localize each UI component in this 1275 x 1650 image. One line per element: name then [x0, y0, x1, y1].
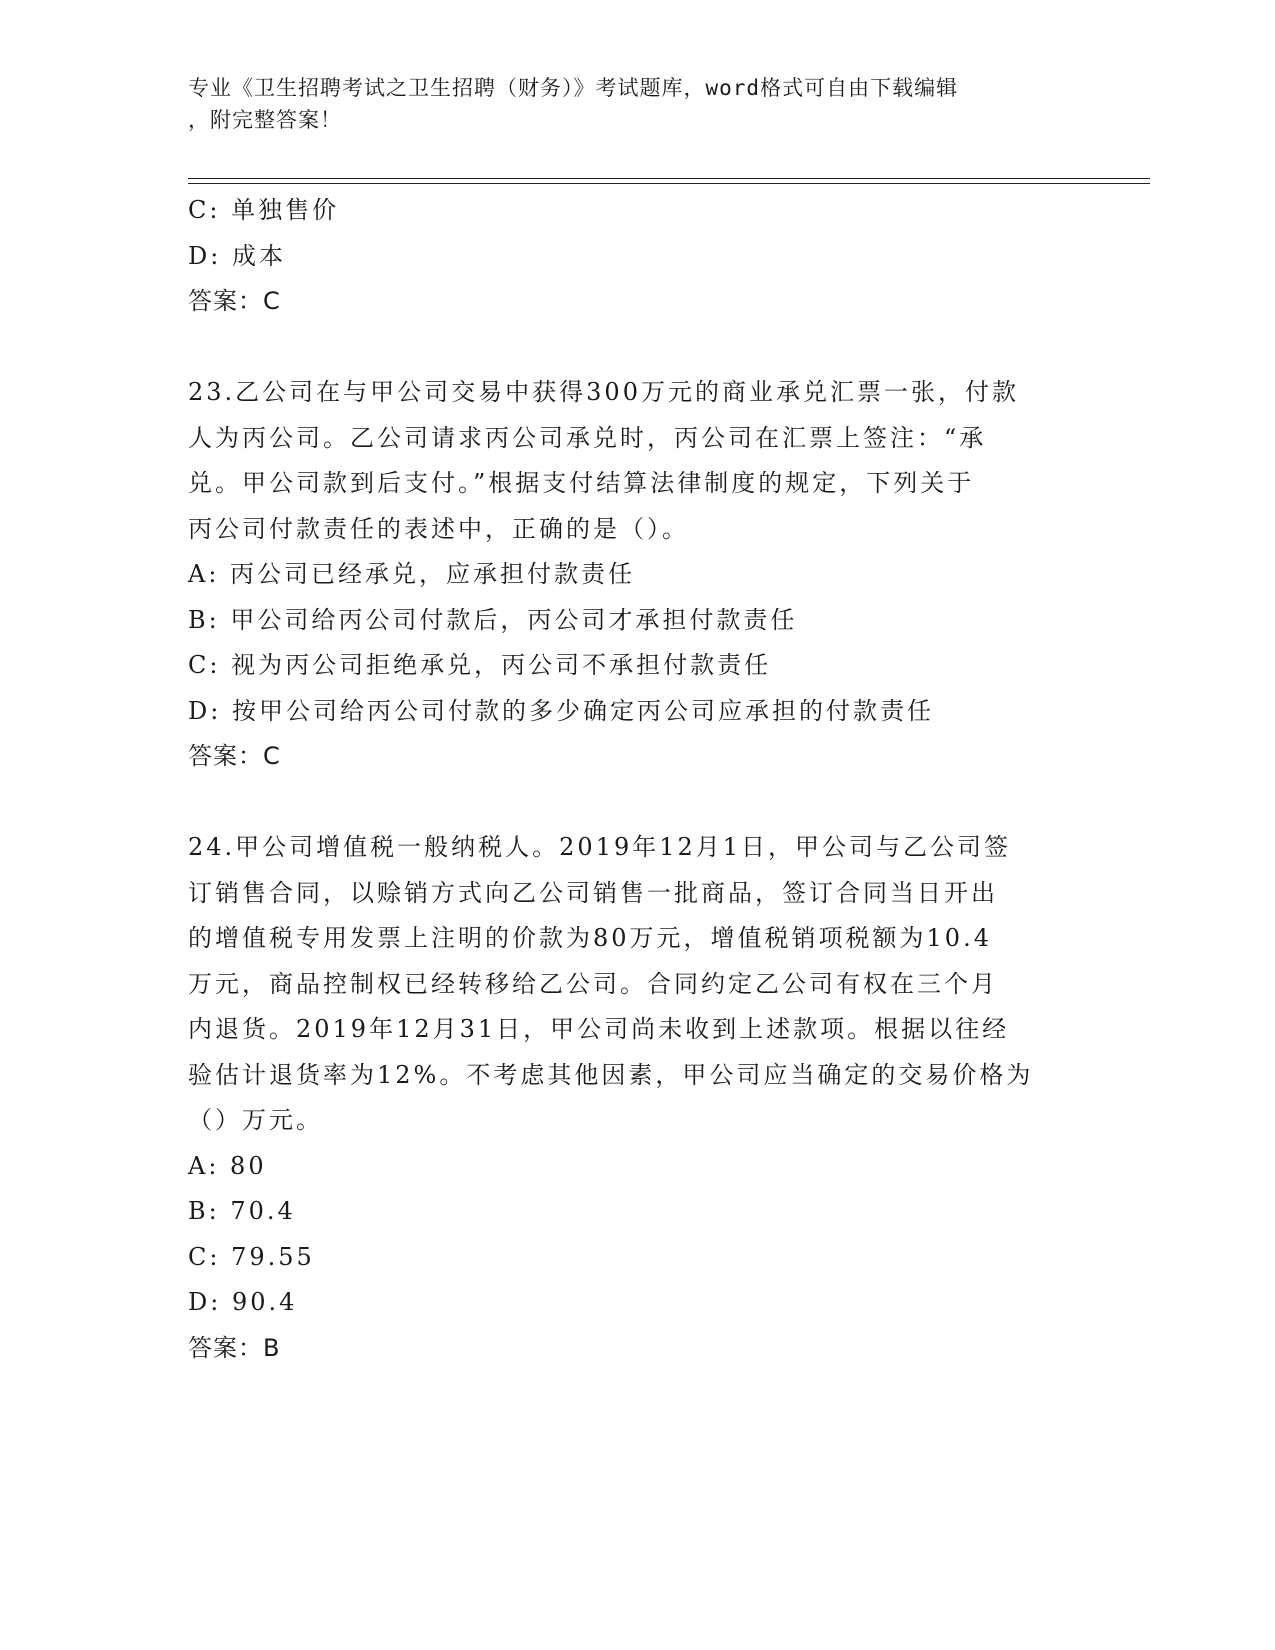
answer-line: 答案：C: [188, 742, 281, 770]
document-body: [188, 188, 1088, 1371]
question-text-line: 内退货。2019年12月31日，甲公司尚未收到上述款项。根据以往经: [188, 1015, 1010, 1043]
header-divider-top: [188, 178, 1150, 179]
question-text-line: 订销售合同，以赊销方式向乙公司销售一批商品，签订合同当日开出: [188, 878, 998, 907]
question-text-line: 万元，商品控制权已经转移给乙公司。合同约定乙公司有权在三个月: [188, 969, 998, 998]
question-23: [188, 370, 1088, 780]
option-b: B: 甲公司给丙公司付款后，丙公司才承担付款责任: [188, 605, 798, 634]
document-header: [188, 72, 1068, 136]
spacer: [188, 780, 1088, 826]
option-c: C: 视为丙公司拒绝承兑，丙公司不承担付款责任: [188, 651, 772, 679]
question-text-line: （）万元。: [188, 1106, 323, 1134]
question-text-line: 兑。甲公司款到后支付。”根据支付结算法律制度的规定，下列关于: [188, 469, 975, 497]
answer-line: 答案：B: [188, 1333, 281, 1362]
option-d: D: 成本: [188, 241, 286, 270]
option-d: D: 90.4: [188, 1288, 298, 1316]
question-text-line: 的增值税专用发票上注明的价款为80万元，增值税销项税额为10.4: [188, 924, 992, 952]
prev-question-tail: [188, 188, 1088, 325]
option-a: A: 丙公司已经承兑，应承担付款责任: [188, 560, 636, 588]
question-text-line: 24.甲公司增值税一般纳税人。2019年12月1日，甲公司与乙公司签: [188, 833, 1012, 861]
question-text-line: 丙公司付款责任的表述中，正确的是（）。: [188, 514, 689, 543]
option-a: A: 80: [188, 1151, 267, 1180]
question-24: [188, 825, 1088, 1371]
question-text-line: 23.乙公司在与甲公司交易中获得300万元的商业承兑汇票一张，付款: [188, 378, 1019, 406]
option-b: B: 70.4: [188, 1197, 296, 1225]
spacer: [188, 325, 1088, 371]
question-text-line: 人为丙公司。乙公司请求丙公司承兑时，丙公司在汇票上签注：“承: [188, 423, 987, 452]
answer-line: 答案：C: [188, 287, 281, 315]
option-c: C: 单独售价: [188, 196, 340, 224]
question-text-line: 验估计退货率为12%。不考虑其他因素，甲公司应当确定的交易价格为: [188, 1060, 1034, 1089]
option-c: C: 79.55: [188, 1242, 315, 1271]
header-divider-bottom: [188, 183, 1150, 184]
header-line-1: 专业《卫生招聘考试之卫生招聘（财务）》考试题库，word格式可自由下载编辑: [188, 76, 959, 100]
header-line-2: ，附完整答案！: [188, 108, 342, 132]
option-d: D: 按甲公司给丙公司付款的多少确定丙公司应承担的付款责任: [188, 696, 934, 725]
